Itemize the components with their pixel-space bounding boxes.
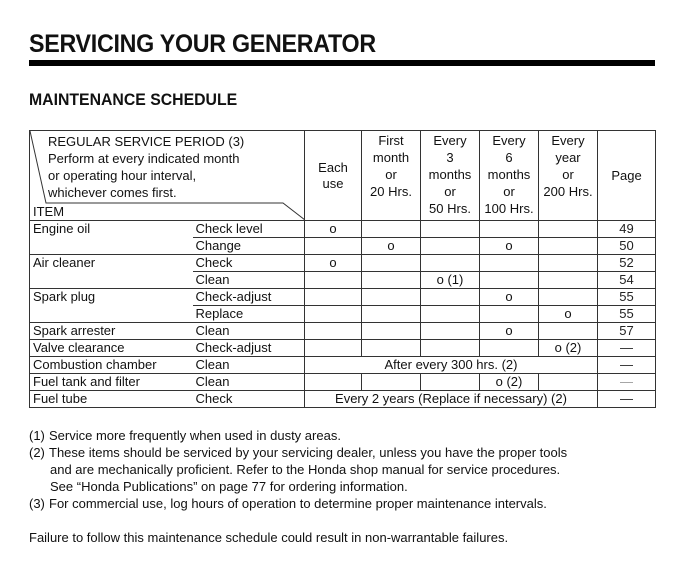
maintenance-schedule-table bbox=[29, 130, 656, 408]
item-cell: Spark plug bbox=[30, 289, 193, 306]
interval-span-cell: Every 2 years (Replace if necessary) (2) bbox=[305, 391, 598, 408]
interval-cell-each-use bbox=[305, 374, 362, 391]
table-row bbox=[30, 374, 656, 391]
interval-cell-every-3m bbox=[421, 306, 480, 323]
interval-cell-first-month bbox=[362, 340, 421, 357]
interval-cell-every-year bbox=[539, 221, 598, 238]
header-line: 6 bbox=[505, 150, 513, 165]
table-row bbox=[30, 255, 656, 272]
action-cell: Clean bbox=[193, 272, 305, 289]
header-period-text bbox=[48, 133, 244, 201]
interval-cell-every-year bbox=[539, 255, 598, 272]
header-line: 50 Hrs. bbox=[429, 201, 471, 216]
interval-cell-every-6m bbox=[480, 221, 539, 238]
item-cell: Fuel tank and filter bbox=[30, 374, 193, 391]
item-cell: Combustion chamber bbox=[30, 357, 193, 374]
interval-cell-every-6m: o (2) bbox=[480, 374, 539, 391]
interval-cell-each-use bbox=[305, 306, 362, 323]
interval-cell-every-3m bbox=[421, 238, 480, 255]
table-row bbox=[30, 357, 656, 374]
interval-cell-every-year bbox=[539, 272, 598, 289]
interval-cell-every-6m: o bbox=[480, 323, 539, 340]
interval-cell-first-month bbox=[362, 306, 421, 323]
interval-cell-each-use bbox=[305, 340, 362, 357]
header-line: Every bbox=[433, 133, 467, 148]
header-line: Every bbox=[551, 133, 585, 148]
interval-cell-every-3m bbox=[421, 374, 480, 391]
page-cell: — bbox=[598, 340, 656, 357]
footnote-text: Service more frequently when used in dusty areas. bbox=[49, 428, 341, 443]
footnotes bbox=[29, 427, 669, 512]
header-every-year bbox=[539, 131, 598, 221]
action-cell: Check level bbox=[193, 221, 305, 238]
interval-cell-each-use bbox=[305, 323, 362, 340]
item-cell: Air cleaner bbox=[30, 255, 193, 272]
table-row bbox=[30, 272, 656, 289]
page-cell: — bbox=[598, 391, 656, 408]
interval-cell-every-6m bbox=[480, 306, 539, 323]
interval-cell-each-use: o bbox=[305, 221, 362, 238]
interval-cell-first-month bbox=[362, 221, 421, 238]
page-cell: 52 bbox=[598, 255, 656, 272]
page-cell: 54 bbox=[598, 272, 656, 289]
footnote-text: These items should be serviced by your servicing dealer, unless you have the proper tools bbox=[49, 445, 568, 460]
period-line: whichever comes first. bbox=[48, 185, 177, 200]
footnote-2-continued: See “Honda Publications” on page 77 for ordering information. bbox=[50, 479, 408, 494]
interval-cell-every-3m: o (1) bbox=[421, 272, 480, 289]
interval-cell-each-use bbox=[305, 289, 362, 306]
action-cell: Check bbox=[193, 255, 305, 272]
footnote-number: (1) bbox=[29, 428, 45, 443]
interval-cell-every-6m bbox=[480, 340, 539, 357]
table-row bbox=[30, 289, 656, 306]
footnote-3 bbox=[29, 495, 669, 512]
header-line: Each bbox=[318, 159, 348, 175]
interval-cell-every-3m bbox=[421, 289, 480, 306]
interval-cell-each-use bbox=[305, 238, 362, 255]
interval-cell-each-use bbox=[305, 272, 362, 289]
interval-span-cell: After every 300 hrs. (2) bbox=[305, 357, 598, 374]
interval-cell-every-3m bbox=[421, 340, 480, 357]
period-line: REGULAR SERVICE PERIOD (3) bbox=[48, 134, 245, 149]
header-line: or bbox=[562, 167, 574, 182]
page-cell: 49 bbox=[598, 221, 656, 238]
header-line: 20 Hrs. bbox=[370, 184, 412, 199]
interval-cell-first-month bbox=[362, 272, 421, 289]
header-line: 200 Hrs. bbox=[543, 184, 593, 199]
footnote-text: For commercial use, log hours of operation to determine proper maintenance intervals. bbox=[49, 496, 547, 511]
interval-cell-every-year: o (2) bbox=[539, 340, 598, 357]
footnote-number: (3) bbox=[29, 496, 45, 511]
item-cell: Spark arrester bbox=[30, 323, 193, 340]
table-row bbox=[30, 340, 656, 357]
table-row bbox=[30, 306, 656, 323]
interval-cell-every-year bbox=[539, 238, 598, 255]
interval-cell-every-6m: o bbox=[480, 238, 539, 255]
table-row bbox=[30, 238, 656, 255]
header-line: months bbox=[487, 167, 531, 182]
table-row bbox=[30, 391, 656, 408]
action-cell: Clean bbox=[193, 374, 305, 391]
interval-cell-first-month bbox=[362, 323, 421, 340]
header-line: 3 bbox=[446, 150, 454, 165]
period-line: Perform at every indicated month bbox=[48, 151, 240, 166]
footnote-2-continued: and are mechanically proficient. Refer to the Honda shop manual for service procedures. bbox=[50, 462, 561, 477]
interval-cell-every-3m bbox=[421, 323, 480, 340]
item-cell bbox=[30, 306, 193, 323]
header-line: months bbox=[428, 167, 472, 182]
header-each-use bbox=[305, 131, 362, 221]
interval-cell-every-year: o bbox=[539, 306, 598, 323]
title-rule bbox=[29, 60, 655, 66]
interval-cell-every-6m bbox=[480, 272, 539, 289]
footnote-number: (2) bbox=[29, 445, 45, 460]
page-cell: 57 bbox=[598, 323, 656, 340]
footnote-1 bbox=[29, 427, 669, 444]
page-cell: 50 bbox=[598, 238, 656, 255]
action-cell: Check-adjust bbox=[193, 289, 305, 306]
page-cell: 55 bbox=[598, 289, 656, 306]
header-line: First bbox=[378, 133, 404, 148]
page-cell: — bbox=[598, 357, 656, 374]
page-cell: — bbox=[598, 374, 656, 391]
action-cell: Clean bbox=[193, 323, 305, 340]
header-period-cell bbox=[30, 131, 305, 221]
interval-cell-every-6m: o bbox=[480, 289, 539, 306]
table-row bbox=[30, 323, 656, 340]
action-cell: Clean bbox=[193, 357, 305, 374]
action-cell: Replace bbox=[193, 306, 305, 323]
section-title: MAINTENANCE SCHEDULE bbox=[29, 90, 238, 109]
action-cell: Change bbox=[193, 238, 305, 255]
interval-cell-every-year bbox=[539, 289, 598, 306]
item-cell: Engine oil bbox=[30, 221, 193, 238]
action-cell: Check-adjust bbox=[193, 340, 305, 357]
header-page: Page bbox=[598, 131, 656, 221]
header-item-label: ITEM bbox=[33, 204, 65, 219]
header-line: or bbox=[503, 184, 515, 199]
item-cell bbox=[30, 272, 193, 289]
page-cell: 55 bbox=[598, 306, 656, 323]
item-cell: Valve clearance bbox=[30, 340, 193, 357]
interval-cell-every-year bbox=[539, 374, 598, 391]
header-row bbox=[30, 131, 656, 221]
header-line: 100 Hrs. bbox=[484, 201, 534, 216]
interval-cell-every-year bbox=[539, 323, 598, 340]
header-every-6-months bbox=[480, 131, 539, 221]
interval-cell-every-3m bbox=[421, 221, 480, 238]
interval-cell-first-month bbox=[362, 374, 421, 391]
header-first-month bbox=[362, 131, 421, 221]
header-line: use bbox=[322, 175, 344, 191]
item-cell: Fuel tube bbox=[30, 391, 193, 408]
table-row bbox=[30, 221, 656, 238]
header-line: month bbox=[372, 150, 410, 165]
header-line: year bbox=[555, 150, 581, 165]
interval-cell-every-3m bbox=[421, 255, 480, 272]
interval-cell-first-month: o bbox=[362, 238, 421, 255]
interval-cell-every-6m bbox=[480, 255, 539, 272]
interval-cell-first-month bbox=[362, 289, 421, 306]
header-line: Every bbox=[492, 133, 526, 148]
header-every-3-months bbox=[421, 131, 480, 221]
interval-cell-each-use: o bbox=[305, 255, 362, 272]
warranty-warning: Failure to follow this maintenance schedule could result in non-warrantable failures. bbox=[29, 530, 509, 545]
footnote-2 bbox=[29, 444, 669, 461]
item-cell bbox=[30, 238, 193, 255]
period-line: or operating hour interval, bbox=[48, 168, 197, 183]
header-line: or bbox=[444, 184, 456, 199]
page-title: SERVICING YOUR GENERATOR bbox=[29, 30, 376, 58]
header-line: or bbox=[385, 167, 397, 182]
interval-cell-first-month bbox=[362, 255, 421, 272]
action-cell: Check bbox=[193, 391, 305, 408]
